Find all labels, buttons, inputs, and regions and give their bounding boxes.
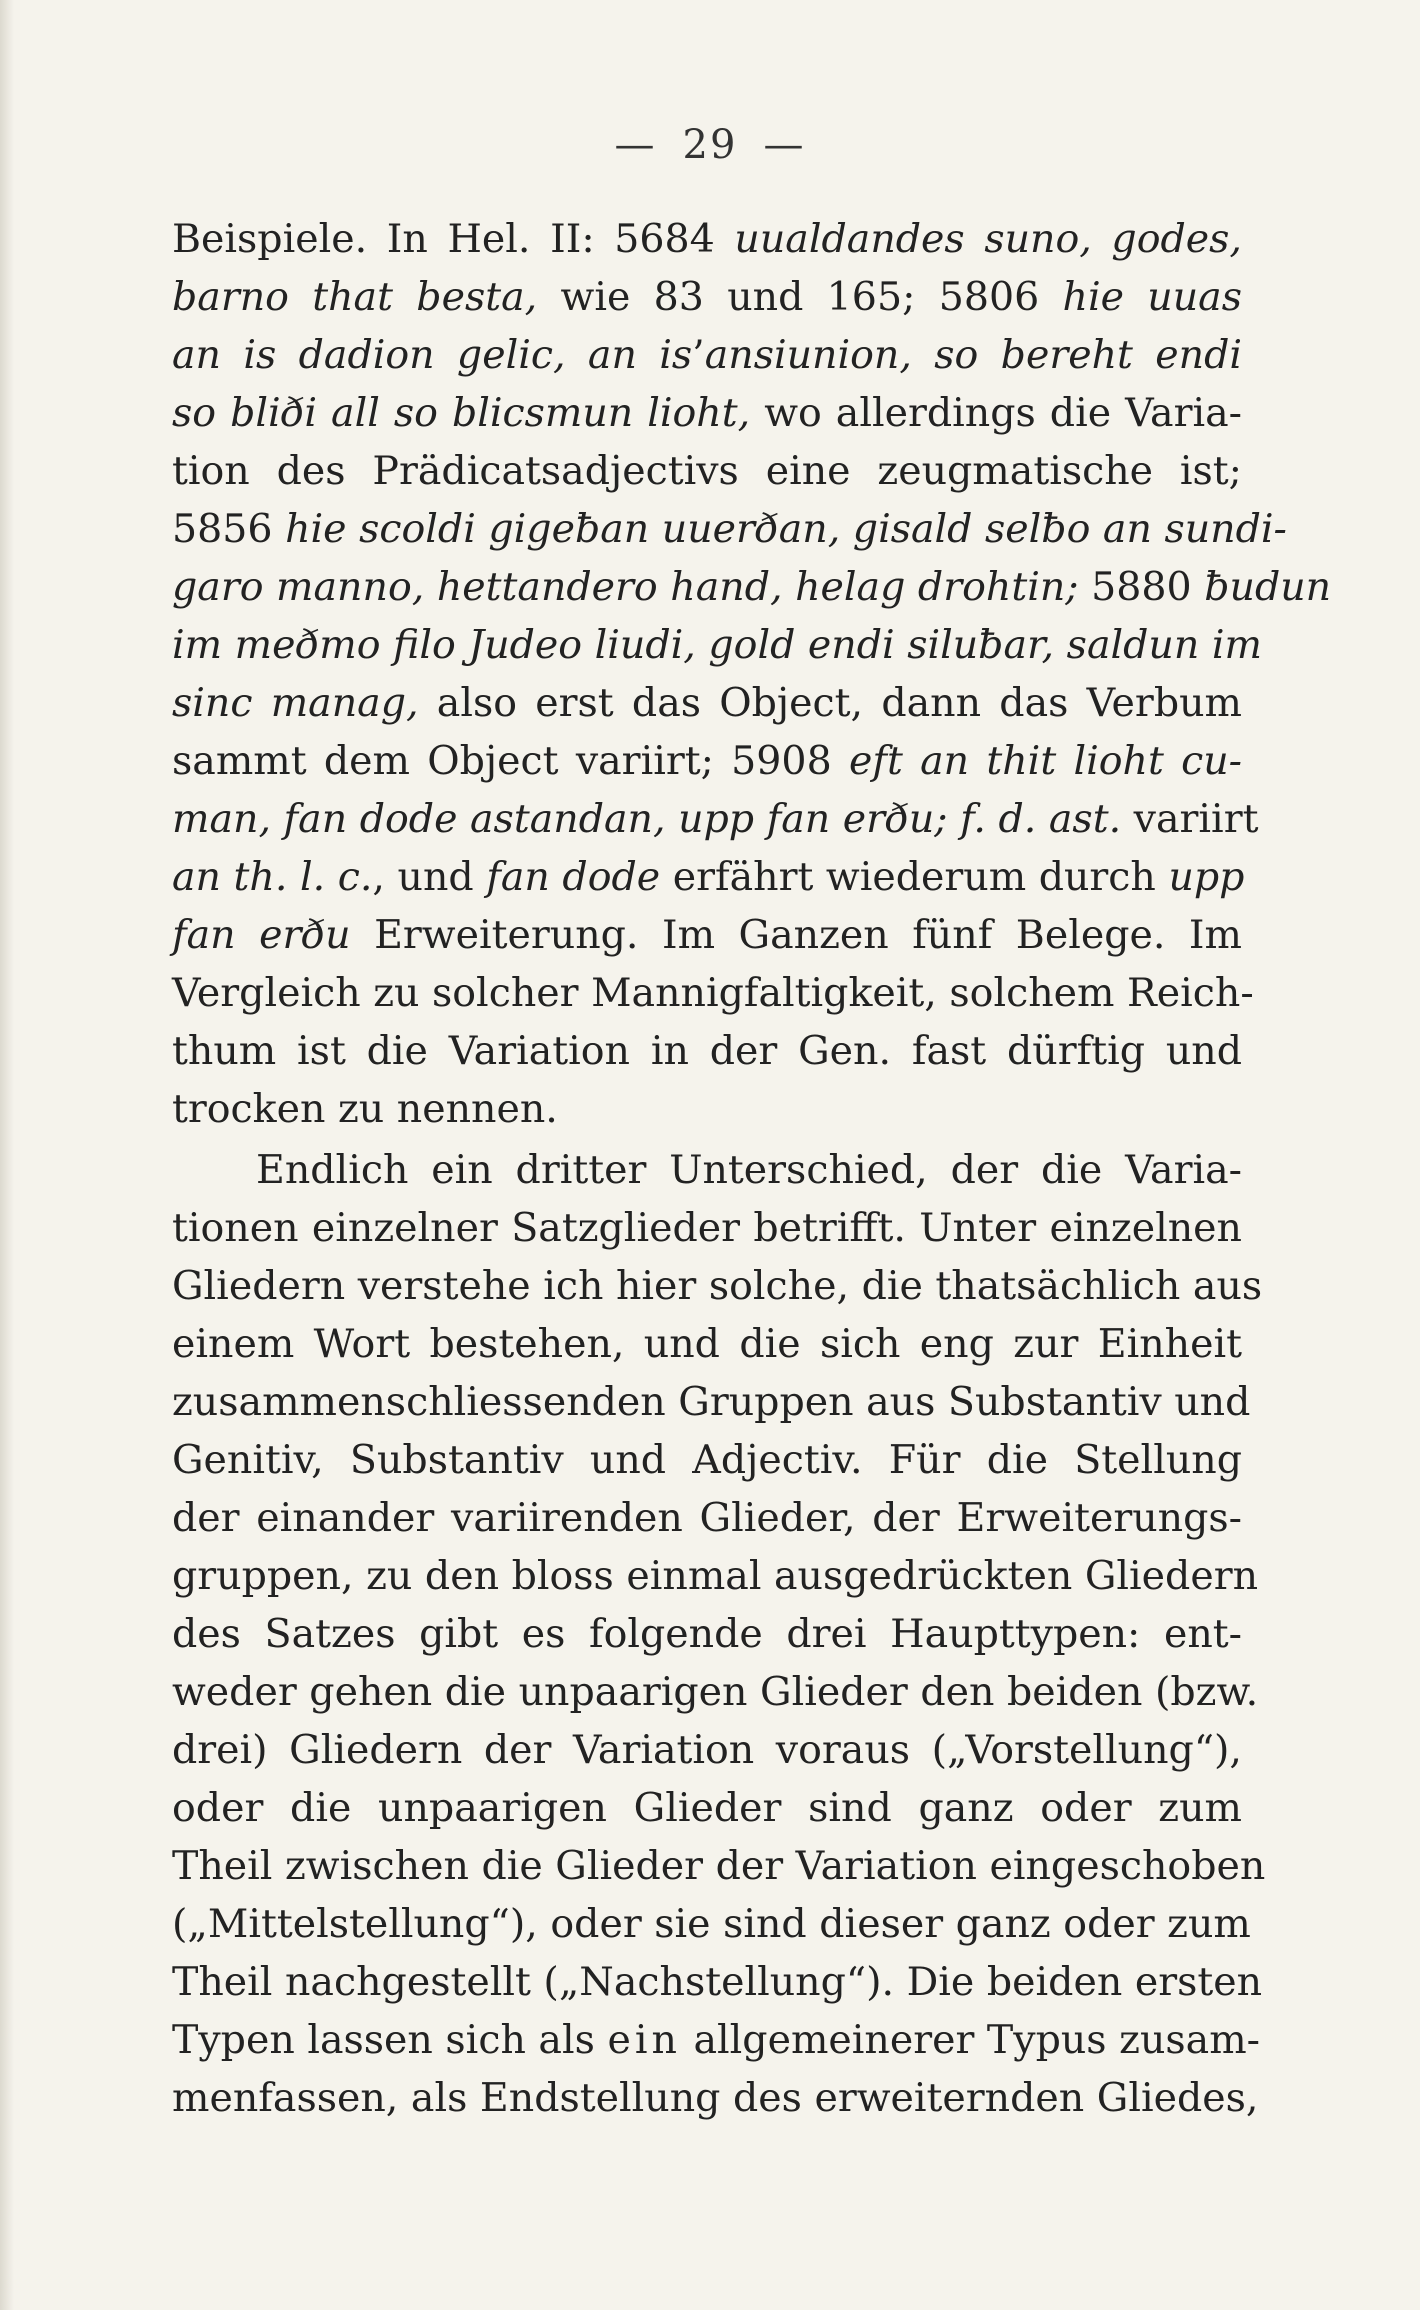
italic-quotation: an th. l. c. — [172, 854, 373, 900]
text-segment: trocken zu nennen. — [172, 1086, 558, 1132]
text-line — [172, 1489, 1242, 1547]
text-segment: drei) Gliedern der Variation voraus („Vorstellung“), — [172, 1727, 1242, 1773]
text-segment: einem Wort bestehen, und die sich eng zur Einheit — [172, 1321, 1242, 1367]
text-line — [172, 848, 1245, 906]
text-segment: Beispiele. In Hel. II: 5684 — [172, 216, 735, 262]
text-line — [172, 2011, 1261, 2069]
text-line — [172, 732, 1242, 790]
text-line — [172, 558, 1332, 616]
italic-quotation: eft an thit lioht cu- — [848, 738, 1242, 784]
text-segment: allgemeinerer Typus zusam- — [680, 2017, 1261, 2063]
page-number-dash-right: — — [763, 122, 806, 168]
italic-quotation: hie uuas — [1062, 274, 1242, 320]
text-segment: wie 83 und 165; 5806 — [537, 274, 1063, 320]
italic-quotation: hie scoldi gigeƀan uuerðan, gisald selƀo an sundi- — [285, 506, 1287, 552]
text-segment: tionen einzelner Satzglieder betrifft. Unter einzelnen — [172, 1205, 1242, 1251]
text-line — [172, 790, 1259, 848]
text-segment: Typen lassen sich als — [172, 2017, 608, 2063]
text-segment: Endlich ein dritter Unterschied, der die Varia- — [256, 1147, 1242, 1193]
text-segment: variirt — [1121, 796, 1259, 842]
text-segment: tion des Prädicatsadjectivs eine zeugmatische ist; — [172, 448, 1242, 494]
text-segment: ein — [607, 2017, 681, 2063]
text-line — [172, 442, 1242, 500]
text-line — [172, 1431, 1242, 1489]
text-line — [172, 500, 1287, 558]
text-segment: also erst das Object, dann das Verbum — [418, 680, 1242, 726]
text-line — [172, 1547, 1259, 1605]
text-line — [172, 906, 1242, 964]
text-line — [172, 326, 1242, 384]
italic-quotation: garo manno, hettandero hand, helag drohtin; — [172, 564, 1079, 610]
text-segment: der einander variirenden Glieder, der Erweiterungs- — [172, 1495, 1242, 1541]
italic-quotation: man, fan dode astandan, upp fan erðu; f. d. ast. — [172, 796, 1122, 842]
text-segment: Vergleich zu solcher Mannigfaltigkeit, solchem Reich- — [172, 970, 1254, 1016]
page-number-dash-left: — — [614, 122, 657, 168]
text-line — [172, 1257, 1263, 1315]
text-line — [172, 1663, 1259, 1721]
text-segment: 5880 — [1078, 564, 1205, 610]
text-line — [172, 964, 1254, 1022]
text-line — [172, 616, 1262, 674]
text-line — [172, 1022, 1242, 1080]
italic-quotation: fan erðu — [172, 912, 351, 958]
text-segment: wo allerdings die Varia- — [750, 390, 1242, 436]
italic-quotation: ansiunion, so bereht endi — [704, 332, 1242, 378]
text-segment: Theil zwischen die Glieder der Variation eingeschoben — [172, 1843, 1266, 1889]
text-segment: Theil nachgestellt („Nachstellung“). Die beiden ersten — [172, 1959, 1263, 2005]
italic-quotation: uualdandes suno, godes, — [734, 216, 1242, 262]
text-segment: Erweiterung. Im Ganzen fünf Belege. Im — [350, 912, 1242, 958]
text-line — [172, 1605, 1242, 1663]
paragraph-examples — [172, 210, 1332, 1138]
text-line — [172, 1141, 1242, 1199]
text-segment: oder die unpaarigen Glieder sind ganz oder zum — [172, 1785, 1242, 1831]
text-segment: , und — [372, 854, 487, 900]
text-line — [172, 2069, 1259, 2127]
paragraph-variation-types — [172, 1141, 1266, 2127]
text-segment: („Mittelstellung“), oder sie sind dieser ganz oder zum — [172, 1901, 1251, 1947]
text-line — [172, 268, 1242, 326]
text-line — [172, 1373, 1251, 1431]
text-line — [172, 1895, 1251, 1953]
italic-quotation: im meðmo filo Judeo liudi, gold endi siluƀar, saldun im — [172, 622, 1262, 668]
text-segment: thum ist die Variation in der Gen. fast dürftig und — [172, 1028, 1242, 1074]
text-line — [172, 1721, 1242, 1779]
text-line — [172, 1837, 1266, 1895]
text-line — [172, 384, 1242, 442]
text-line — [172, 1953, 1263, 2011]
text-segment: Genitiv, Substantiv und Adjectiv. Für die Stellung — [172, 1437, 1242, 1483]
text-segment: des Satzes gibt es folgende drei Haupttypen: ent- — [172, 1611, 1242, 1657]
text-line — [172, 674, 1242, 732]
text-line — [172, 1080, 1242, 1138]
text-segment: erfährt wiederum durch — [660, 854, 1169, 900]
text-segment: sammt dem Object variirt; 5908 — [172, 738, 849, 784]
page-number — [0, 122, 1420, 168]
italic-quotation: so bliði all so blicsmun lioht, — [172, 390, 751, 436]
italic-quotation: barno that besta, — [172, 274, 538, 320]
italic-quotation: ƀudun — [1204, 564, 1332, 610]
text-segment: weder gehen die unpaarigen Glieder den beiden (bzw. — [172, 1669, 1259, 1715]
text-segment: zusammenschliessenden Gruppen aus Substantiv und — [172, 1379, 1251, 1425]
italic-quotation: sinc manag, — [172, 680, 419, 726]
text-line — [172, 1779, 1242, 1837]
text-segment: menfassen, als Endstellung des erweiternden Gliedes, — [172, 2075, 1259, 2121]
italic-quotation: fan dode — [486, 854, 661, 900]
text-segment: gruppen, zu den bloss einmal ausgedrückten Gliedern — [172, 1553, 1259, 1599]
text-line — [172, 1315, 1242, 1373]
text-segment: Gliedern verstehe ich hier solche, die thatsächlich aus — [172, 1263, 1263, 1309]
italic-quotation: an is dadion gelic, an is — [172, 332, 693, 378]
italic-quotation: upp — [1168, 854, 1245, 900]
text-segment: 5856 — [172, 506, 286, 552]
page-number-value: 29 — [682, 122, 738, 168]
text-line — [172, 210, 1242, 268]
text-segment: ’ — [692, 332, 705, 378]
page-edge-shadow — [0, 0, 14, 2310]
text-line — [172, 1199, 1242, 1257]
